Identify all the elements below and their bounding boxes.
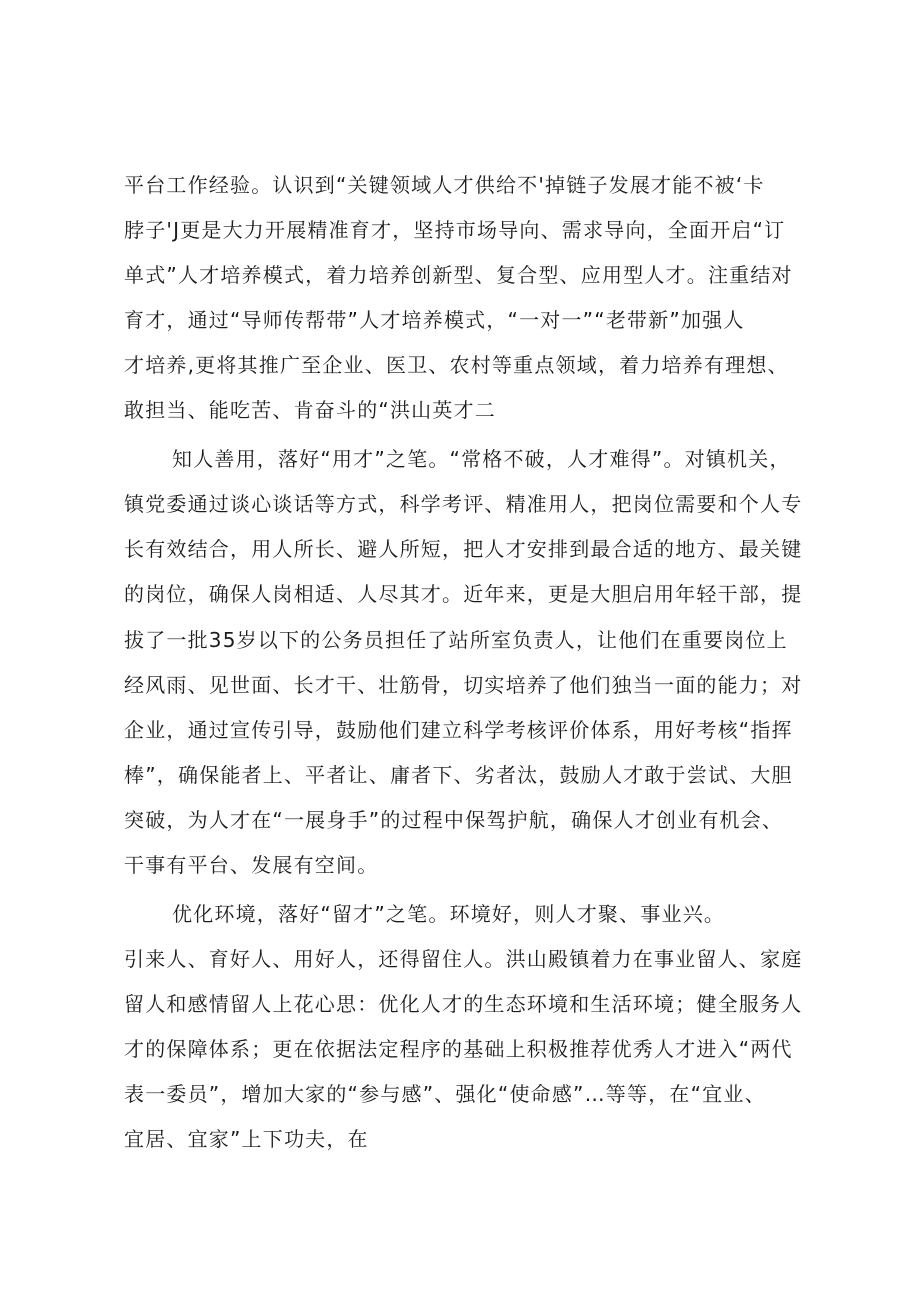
paragraph-2-line-9: 突破，为人才在“一展身手”的过程中保驾护航，确保人才创业有机会、	[124, 808, 784, 832]
paragraph-1-line-3: 单式”人才培养模式，着力培养创新型、复合型、应用型人才。注重结对	[124, 263, 793, 287]
paragraph-3-line-1: 优化环境，落好“留才”之笔。环境好，则人才聚、事业兴。	[172, 902, 726, 926]
paragraph-3-line-4: 才的保障体系；更在依据法定程序的基础上积极推荐优秀人才进入“两代	[124, 1037, 793, 1061]
paragraph-2-line-6: 经风雨、见世面、长才干、壮筋骨，切实培养了他们独当一面的能力；对	[124, 673, 803, 697]
paragraph-2-line-5: 拔了一批35岁以下的公务员担任了站所室负责人，让他们在重要岗位上	[124, 628, 788, 652]
paragraph-2-line-3: 长有效结合，用人所长、避人所短，把人才安排到最合适的地方、最关键	[124, 537, 803, 561]
paragraph-3-line-2: 引来人、育好人、用好人，还得留住人。洪山殿镇着力在事业留人、家庭	[124, 947, 803, 971]
paragraph-1-line-6: 敢担当、能吃苦、肯奋斗的“洪山英才二	[124, 398, 496, 422]
paragraph-2-line-1: 知人善用，落好“用才”之笔。“常格不破，人才难得”。对镇机关，	[172, 447, 791, 471]
paragraph-2-line-8: 棒”，确保能者上、平者让、庸者下、劣者汰，鼓励人才敢于尝试、大胆	[124, 763, 793, 787]
paragraph-1-line-5: 才培养,更将其推广至企业、医卫、农村等重点领域，着力培养有理想、	[124, 353, 789, 377]
paragraph-2-line-10: 干事有平台、发展有空间。	[124, 853, 379, 877]
paragraph-3-line-5: 表一委员”，增加大家的“参与感”、强化“使命感”…等等，在“宜业、	[124, 1082, 766, 1106]
paragraph-3-line-3: 留人和感情留人上花心思：优化人才的生态环境和生活环境；健全服务人	[124, 992, 803, 1016]
paragraph-1-line-2: 脖子'J更是大力开展精准育才，坚持市场导向、需求导向，全面开启“订	[124, 218, 786, 242]
paragraph-3-line-6: 宜居、宜家”上下功夫，在	[124, 1127, 369, 1151]
document-body	[124, 0, 824, 1301]
paragraph-1-line-1: 平台工作经验。认识到“关键领域人才供给不'掉链子发展才能不被‘卡	[124, 173, 765, 197]
paragraph-2-line-2: 镇党委通过谈心谈话等方式，科学考评、精准用人，把岗位需要和个人专	[124, 492, 803, 516]
paragraph-1-line-4: 育才，通过“导师传帮带”人才培养模式，“一对一”“老带新”加强人	[124, 308, 745, 332]
paragraph-2-line-4: 的岗位，确保人岗相适、人尽其才。近年来，更是大胆启用年轻干部，提	[124, 582, 803, 606]
paragraph-2-line-7: 企业，通过宣传引导，鼓励他们建立科学考核评价体系，用好考核“指挥	[124, 718, 793, 742]
